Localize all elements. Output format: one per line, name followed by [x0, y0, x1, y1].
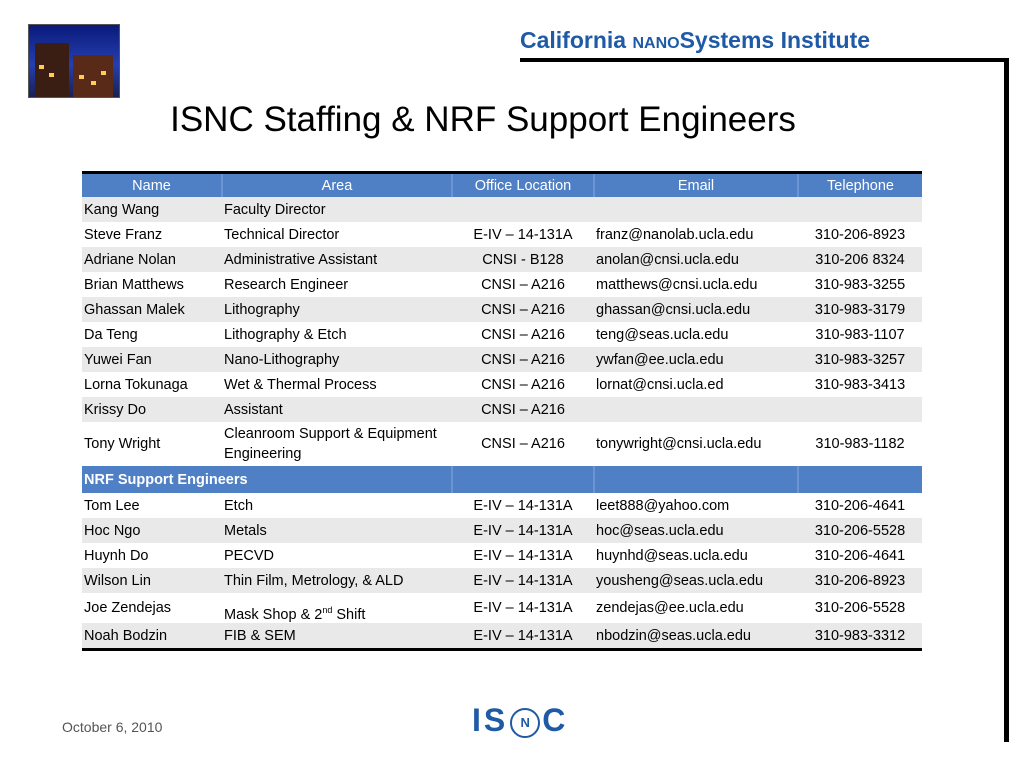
cell-office: CNSI – A216	[452, 397, 594, 422]
cell-email: hoc@seas.ucla.edu	[594, 518, 798, 543]
cell-phone: 310-206-4641	[814, 497, 906, 514]
cell-area: Lithography & Etch	[224, 326, 347, 343]
table-row	[82, 518, 922, 543]
building-photo	[28, 24, 120, 98]
cell-phone: 310-983-3255	[814, 276, 906, 293]
cell-name: Steve Franz	[84, 226, 163, 243]
cell-name: Tony Wright	[84, 436, 161, 452]
table-row	[82, 593, 922, 623]
cell-name: Huynh Do	[84, 547, 149, 564]
cell-area: Wet & Thermal Process	[224, 376, 377, 393]
cell-email: yousheng@seas.ucla.edu	[594, 568, 798, 593]
cell-email: lornat@cnsi.ucla.ed	[596, 376, 724, 393]
cell-email: ghassan@cnsi.ucla.edu	[594, 297, 798, 322]
cell-office: CNSI - B128	[452, 247, 594, 272]
cell-phone: 310-206-5528	[798, 518, 922, 543]
cell-phone: 310-983-3257	[798, 347, 922, 372]
cell-phone: 310-983-1182	[815, 436, 905, 452]
cell-phone	[798, 397, 922, 422]
cell-area: Metals	[222, 518, 452, 543]
cell-email	[594, 397, 798, 422]
cell-name: Wilson Lin	[82, 568, 222, 593]
cell-phone: 310-206-4641	[814, 547, 906, 564]
cell-area: FIB & SEM	[222, 623, 452, 650]
cell-name: Kang Wang	[82, 197, 222, 222]
column-header-telephone: Telephone	[798, 173, 922, 198]
cell-phone: 310-983-3312	[798, 623, 922, 650]
cell-area: Thin Film, Metrology, & ALD	[222, 568, 452, 593]
cell-office: E-IV – 14-131A	[473, 547, 573, 564]
cell-office: CNSI – A216	[452, 297, 594, 322]
cell-email: anolan@cnsi.ucla.edu	[594, 247, 798, 272]
cell-area: Assistant	[222, 397, 452, 422]
cell-office: CNSI – A216	[481, 436, 565, 452]
cell-email: nbodzin@seas.ucla.edu	[594, 623, 798, 650]
cell-email: matthews@cnsi.ucla.edu	[596, 276, 758, 293]
cell-phone	[798, 197, 922, 222]
table-row	[82, 543, 922, 568]
cell-office: CNSI – A216	[452, 347, 594, 372]
section-header-row	[82, 466, 922, 493]
cell-area: Research Engineer	[224, 276, 349, 293]
cell-email: huynhd@seas.ucla.edu	[596, 547, 748, 564]
section-label: NRF Support Engineers	[82, 466, 452, 493]
table-row	[82, 347, 922, 372]
page-title: ISNC Staffing & NRF Support Engineers	[170, 100, 796, 139]
column-header-email: Email	[594, 173, 798, 198]
cell-name: Yuwei Fan	[82, 347, 222, 372]
cell-email: zendejas@ee.ucla.edu	[596, 600, 744, 616]
header-rule	[520, 58, 1008, 62]
cell-name: Tom Lee	[84, 497, 140, 514]
cell-office: E-IV – 14-131A	[452, 623, 594, 650]
cell-office	[452, 197, 594, 222]
staff-table	[82, 171, 922, 651]
cell-office: E-IV – 14-131A	[452, 518, 594, 543]
cell-area: Technical Director	[224, 226, 340, 243]
cell-office: CNSI – A216	[481, 376, 565, 393]
table-row	[82, 372, 922, 397]
cell-email	[594, 197, 798, 222]
cell-phone: 310-983-3179	[798, 297, 922, 322]
cnsi-brand-logo: California NANOSystems Institute	[520, 27, 871, 53]
cell-area: Cleanroom Support & Equipment Engineering	[224, 426, 437, 462]
cell-office: E-IV – 14-131A	[473, 600, 573, 616]
table-row	[82, 422, 922, 466]
section-spacer	[452, 466, 594, 493]
cell-name: Lorna Tokunaga	[84, 376, 188, 393]
cell-name: Noah Bodzin	[82, 623, 222, 650]
cell-area: Administrative Assistant	[222, 247, 452, 272]
cell-name: Krissy Do	[82, 397, 222, 422]
section-spacer	[798, 466, 922, 493]
section-spacer	[594, 466, 798, 493]
table-row	[82, 222, 922, 247]
cell-email: leet888@yahoo.com	[596, 497, 730, 514]
column-header-area: Area	[222, 173, 452, 198]
cell-name: Ghassan Malek	[82, 297, 222, 322]
table-row	[82, 493, 922, 518]
table-row	[82, 247, 922, 272]
cell-email: teng@seas.ucla.edu	[596, 326, 729, 343]
cell-email: ywfan@ee.ucla.edu	[594, 347, 798, 372]
cell-phone: 310-206-8923	[814, 226, 906, 243]
cell-office: CNSI – A216	[481, 326, 565, 343]
cell-email: franz@nanolab.ucla.edu	[596, 226, 754, 243]
table-row	[82, 322, 922, 347]
cell-office: CNSI – A216	[481, 276, 565, 293]
cell-name: Adriane Nolan	[82, 247, 222, 272]
cell-phone: 310-983-1107	[815, 326, 905, 343]
cell-phone: 310-206-8923	[798, 568, 922, 593]
table-row	[82, 297, 922, 322]
cell-name: Hoc Ngo	[82, 518, 222, 543]
cell-area: Faculty Director	[222, 197, 452, 222]
cell-area: Mask Shop & 2nd Shift	[224, 605, 366, 623]
cell-area: PECVD	[224, 547, 274, 564]
cell-area: Lithography	[222, 297, 452, 322]
cell-name: Joe Zendejas	[84, 600, 172, 616]
footer-date: October 6, 2010	[62, 719, 163, 735]
cell-area: Etch	[224, 497, 254, 514]
column-header-office: Office Location	[452, 173, 594, 198]
isnc-logo: IS N C	[472, 702, 569, 738]
cell-phone: 310-206 8324	[798, 247, 922, 272]
right-rule	[1004, 58, 1009, 742]
table-row	[82, 623, 922, 650]
cell-name: Da Teng	[84, 326, 138, 343]
cell-office: E-IV – 14-131A	[452, 568, 594, 593]
table-row	[82, 272, 922, 297]
cell-email: tonywright@cnsi.ucla.edu	[596, 436, 762, 452]
cell-name: Brian Matthews	[84, 276, 184, 293]
cell-area: Nano-Lithography	[222, 347, 452, 372]
column-header-name: Name	[82, 173, 222, 198]
cell-office: E-IV – 14-131A	[473, 497, 573, 514]
table-row	[82, 568, 922, 593]
cell-office: E-IV – 14-131A	[473, 226, 573, 243]
table-row	[82, 197, 922, 222]
cell-phone: 310-206-5528	[814, 600, 906, 616]
table-row	[82, 397, 922, 422]
table-header-row	[82, 173, 922, 198]
cell-phone: 310-983-3413	[814, 376, 906, 393]
